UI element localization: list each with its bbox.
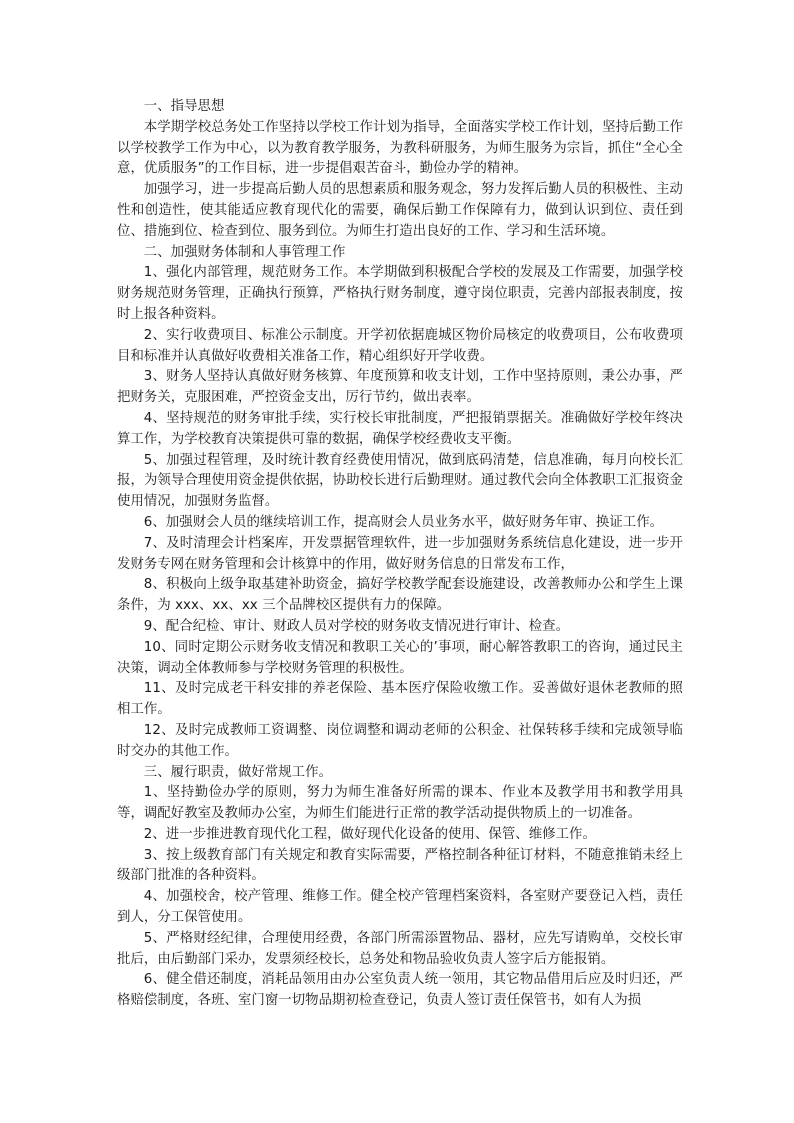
list-item: 1、坚持勤俭办学的原则，努力为师生准备好所需的课本、作业本及教学用书和教学用具等，调配好教室及教师办公室，为师生们能进行正常的教学活动提供物质上的一切准备。 — [117, 785, 683, 822]
paragraph: 本学期学校总务处工作坚持以学校工作计划为指导，全面落实学校工作计划，坚持后勤工作以学校教学工作为中心，以为教育教学服务，为教科研服务，为师生服务为宗旨，抓住“全心全意，优质服务”的工作目标，进一步提倡艰苦奋斗，勤俭办学的精神。 — [117, 119, 683, 177]
paragraph: 加强学习，进一步提高后勤人员的思想素质和服务观念，努力发挥后勤人员的积极性、主动性和创造性，使其能适应教育现代化的需要，确保后勤工作保障有力，做到认识到位、责任到位、措施到位、检查到位、服务到位。为师生打造出良好的工作、学习和生活环境。 — [117, 182, 683, 239]
document-body — [117, 97, 683, 1012]
list-item: 11、及时完成老干科安排的养老保险、基本医疗保险收缴工作。妥善做好退休老教师的照相工作。 — [117, 681, 683, 718]
list-item: 4、加强校舍，校产管理、维修工作。健全校产管理档案资料，各室财产要登记入档，责任到人，分工保管使用。 — [117, 889, 683, 926]
section-heading-guiding-thought: 一、指导思想 — [143, 99, 225, 114]
list-item: 10、同时定期公示财务收支情况和教职工关心的’事项，耐心解答教职工的咨询，通过民主决策，调动全体教师参与学校财务管理的积极性。 — [117, 639, 683, 676]
list-item: 3、按上级教育部门有关规定和教育实际需要，严格控制各种征订材料，不随意推销未经上级部门批准的各种资料。 — [117, 847, 683, 884]
list-item: 2、实行收费项目、标准公示制度。开学初依据鹿城区物价局核定的收费项目，公布收费项目和标准并认真做好收费相关准备工作，精心组织好开学收费。 — [117, 327, 683, 364]
list-item: 6、加强财会人员的继续培训工作，提高财会人员业务水平，做好财务年审、换证工作。 — [143, 514, 664, 530]
list-item: 2、进一步推进教育现代化工程，做好现代化设备的使用、保管、维修工作。 — [143, 826, 596, 842]
section-heading-finance: 二、加强财务体制和人事管理工作 — [143, 244, 346, 260]
list-item: 9、配合纪检、审计、财政人员对学校的财务收支情况进行审计、检查。 — [143, 618, 570, 634]
list-item: 5、严格财经纪律，合理使用经费，各部门所需添置物品、器材，应先写请购单，交校长审批后，由后勤部门采办，发票须经校长，总务处和物品验收负责人签字后方能报销。 — [117, 930, 683, 967]
list-item: 1、强化内部管理，规范财务工作。本学期做到积极配合学校的发展及工作需要，加强学校财务规范财务管理，正确执行预算，严格执行财务制度，遵守岗位职责，完善内部报表制度，按时上报各种资料。 — [117, 265, 683, 322]
list-item: 7、及时清理会计档案库，开发票据管理软件，进一步加强财务系统信息化建设，进一步开发财务专网在财务管理和会计核算中的作用，做好财务信息的日常发布工作， — [117, 535, 683, 572]
section-heading-duties: 三、履行职责，做好常规工作。 — [143, 764, 332, 780]
list-item: 6、健全借还制度，消耗品领用由办公室负责人统一领用，其它物品借用后应及时归还，严格赔偿制度，各班、室门窗一切物品期初检查登记，负责人签订责任保管书，如有人为损 — [117, 972, 683, 1009]
list-item: 12、及时完成教师工资调整、岗位调整和调动老师的公积金、社保转移手续和完成领导临时交办的其他工作。 — [117, 722, 683, 759]
list-item: 8、积极向上级争取基建补助资金，搞好学校教学配套设施建设，改善教师办公和学生上课条件，为 xxx、xx、xx 三个品牌校区提供有力的保障。 — [117, 577, 683, 614]
list-item: 3、财务人坚持认真做好财务核算、年度预算和收支计划，工作中坚持原则，秉公办事，严把财务关，克服困难，严控资金支出，厉行节约，做出表率。 — [117, 369, 683, 406]
list-item: 4、坚持规范的财务审批手续，实行校长审批制度，严把报销票据关。准确做好学校年终决算工作，为学校教育决策提供可靠的数据，确保学校经费收支平衡。 — [117, 410, 683, 447]
list-item: 5、加强过程管理，及时统计教育经费使用情况，做到底码清楚，信息准确，每月向校长汇报，为领导合理使用资金提供依据，协助校长进行后勤理财。通过教代会向全体教职工汇报资金使用情况，加强财务监督。 — [117, 452, 683, 510]
